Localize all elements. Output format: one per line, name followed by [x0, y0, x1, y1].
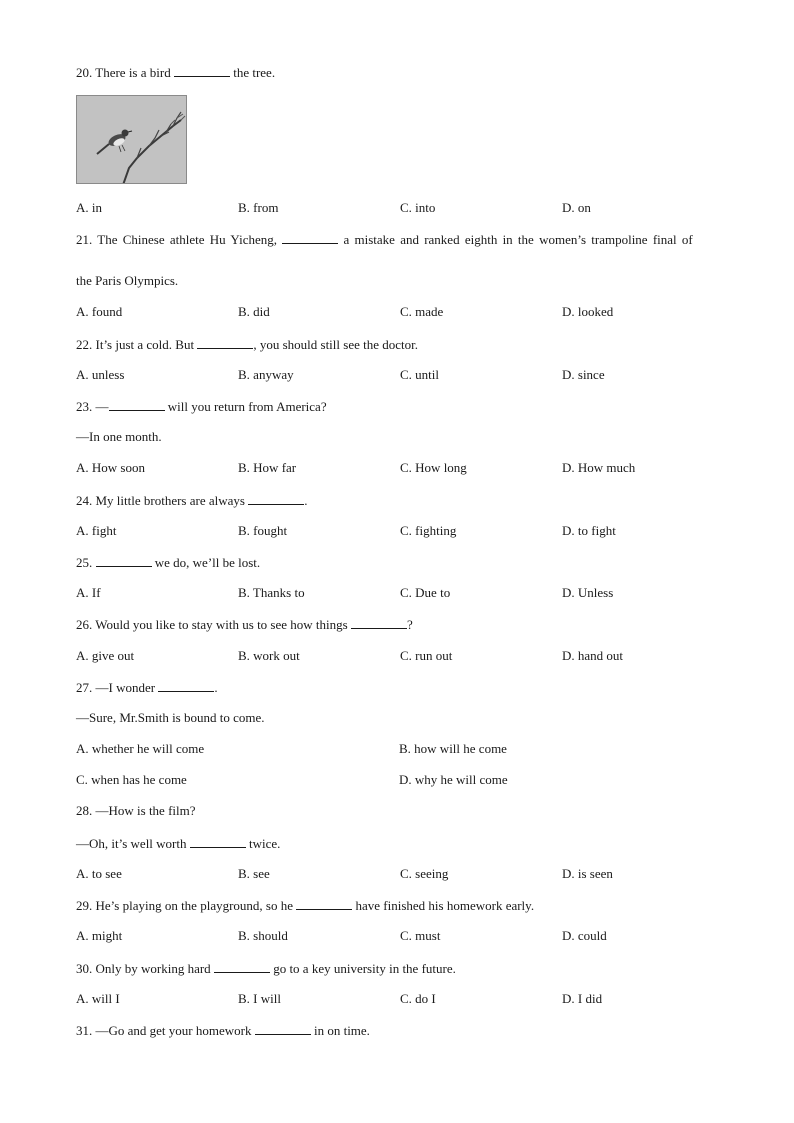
answer-blank [109, 398, 165, 411]
option-c[interactable]: C. fighting [400, 523, 457, 538]
question-28-stem: 28. —How is the film? [76, 803, 196, 818]
question-26-stem: 26. Would you like to stay with us to see how things ? [76, 617, 413, 632]
option-b[interactable]: B. see [238, 866, 270, 881]
question-23-reply: —In one month. [76, 429, 162, 444]
option-c[interactable]: C. Due to [400, 585, 451, 600]
answer-blank [96, 554, 152, 567]
option-d[interactable]: D. since [562, 367, 605, 382]
option-b[interactable]: B. work out [238, 648, 300, 663]
option-d[interactable]: D. I did [562, 991, 603, 1006]
option-d[interactable]: D. could [562, 928, 607, 943]
answer-blank [255, 1022, 311, 1035]
answer-blank [248, 492, 304, 505]
option-c[interactable]: C. seeing [400, 866, 449, 881]
bird-on-branch-picture [76, 95, 187, 184]
question-28-reply: —Oh, it’s well worth twice. [76, 836, 281, 851]
option-d[interactable]: D. to fight [562, 523, 616, 538]
option-d[interactable]: D. looked [562, 304, 614, 319]
option-a[interactable]: A. will I [76, 991, 120, 1006]
option-c[interactable]: C. when has he come [76, 772, 187, 787]
question-29-stem: 29. He’s playing on the playground, so he have finished his homework early. [76, 898, 535, 913]
option-a[interactable]: A. If [76, 585, 101, 600]
option-a[interactable]: A. How soon [76, 460, 145, 475]
option-a[interactable]: A. to see [76, 866, 122, 881]
answer-blank [282, 231, 338, 244]
option-a[interactable]: A. found [76, 304, 123, 319]
option-b[interactable]: B. should [238, 928, 288, 943]
answer-blank [351, 616, 407, 629]
answer-blank [296, 897, 352, 910]
option-d[interactable]: D. Unless [562, 585, 614, 600]
answer-blank [158, 679, 214, 692]
question-31-stem: 31. —Go and get your homework in on time. [76, 1023, 370, 1038]
option-b[interactable]: B. Thanks to [238, 585, 305, 600]
option-d[interactable]: D. why he will come [399, 772, 508, 787]
question-30-stem: 30. Only by working hard go to a key university in the future. [76, 961, 456, 976]
option-c[interactable]: C. How long [400, 460, 467, 475]
answer-blank [214, 960, 270, 973]
question-21-stem: 21. The Chinese athlete Hu Yicheng, a mistake and ranked eighth in the women’s trampoline final of [76, 232, 693, 247]
option-d[interactable]: D. hand out [562, 648, 624, 663]
option-a[interactable]: A. in [76, 200, 102, 215]
answer-blank [174, 64, 230, 77]
question-24-stem: 24. My little brothers are always . [76, 493, 308, 508]
option-b[interactable]: B. anyway [238, 367, 294, 382]
option-a[interactable]: A. unless [76, 367, 125, 382]
question-27-stem: 27. —I wonder . [76, 680, 218, 695]
answer-blank [190, 835, 246, 848]
question-25-stem: 25. we do, we’ll be lost. [76, 555, 261, 570]
option-c[interactable]: C. until [400, 367, 440, 382]
question-21-stem-continued: the Paris Olympics. [76, 273, 179, 288]
question-22-stem: 22. It’s just a cold. But , you should still see the doctor. [76, 337, 418, 352]
option-c[interactable]: C. made [400, 304, 444, 319]
option-c[interactable]: C. run out [400, 648, 453, 663]
option-d[interactable]: D. is seen [562, 866, 613, 881]
option-b[interactable]: B. fought [238, 523, 288, 538]
question-23-stem: 23. — will you return from America? [76, 399, 327, 414]
option-c[interactable]: C. into [400, 200, 436, 215]
question-27-reply: —Sure, Mr.Smith is bound to come. [76, 710, 265, 725]
answer-blank [197, 336, 253, 349]
option-a[interactable]: A. fight [76, 523, 117, 538]
option-a[interactable]: A. might [76, 928, 123, 943]
option-a[interactable]: A. give out [76, 648, 135, 663]
option-b[interactable]: B. I will [238, 991, 281, 1006]
question-20-stem: 20. There is a bird the tree. [76, 65, 276, 80]
option-b[interactable]: B. How far [238, 460, 297, 475]
option-c[interactable]: C. do I [400, 991, 436, 1006]
option-a[interactable]: A. whether he will come [76, 741, 205, 756]
option-b[interactable]: B. did [238, 304, 270, 319]
option-b[interactable]: B. from [238, 200, 279, 215]
option-c[interactable]: C. must [400, 928, 441, 943]
option-d[interactable]: D. How much [562, 460, 636, 475]
option-d[interactable]: D. on [562, 200, 591, 215]
option-b[interactable]: B. how will he come [399, 741, 507, 756]
